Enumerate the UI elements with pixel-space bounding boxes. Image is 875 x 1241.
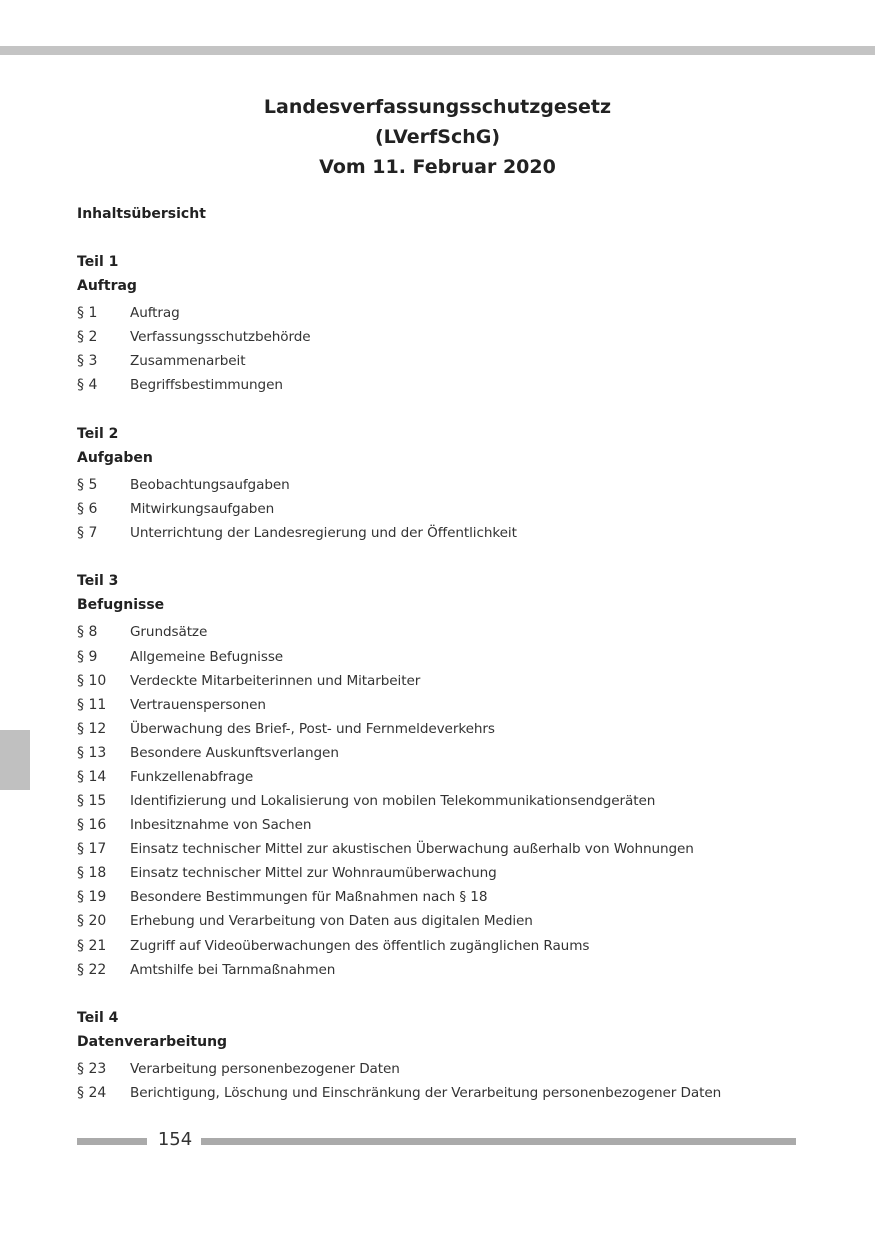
section-title: Verfassungsschutzbehörde	[130, 329, 311, 345]
toc-entry	[77, 936, 817, 956]
chapter-thumb-tab	[0, 730, 30, 790]
part-title: Auftrag	[77, 278, 137, 294]
toc-entry	[77, 1083, 817, 1103]
section-title: Vertrauenspersonen	[130, 697, 266, 713]
toc-entry	[77, 1059, 817, 1079]
section-number: § 10	[77, 673, 107, 689]
section-number: § 3	[77, 353, 98, 369]
section-title: Besondere Auskunftsverlangen	[130, 745, 339, 761]
toc-entry	[77, 863, 817, 883]
section-number: § 4	[77, 377, 98, 393]
section-title: Zusammenarbeit	[130, 353, 246, 369]
section-number: § 13	[77, 745, 107, 761]
section-title: Mitwirkungsaufgaben	[130, 501, 275, 517]
toc-entry	[77, 671, 817, 691]
section-title: Verarbeitung personenbezogener Daten	[130, 1061, 400, 1077]
section-title: Verdeckte Mitarbeiterinnen und Mitarbeiter	[130, 673, 421, 689]
page-number: 154	[157, 1129, 193, 1150]
section-title: Grundsätze	[130, 624, 208, 640]
section-title: Berichtigung, Löschung und Einschränkung der Verarbeitung personenbezogener Daten	[130, 1085, 722, 1101]
title-line-law-name: Landesverfassungsschutzgesetz	[263, 96, 612, 118]
toc-entry	[77, 887, 817, 907]
section-number: § 21	[77, 938, 107, 954]
section-number: § 12	[77, 721, 107, 737]
section-number: § 24	[77, 1085, 107, 1101]
section-title: Besondere Bestimmungen für Maßnahmen nach § 18	[130, 889, 488, 905]
toc-entry	[77, 499, 817, 519]
footer-rule-left	[77, 1138, 147, 1145]
section-number: § 20	[77, 913, 107, 929]
toc-entry	[77, 475, 817, 495]
section-number: § 18	[77, 865, 107, 881]
toc-entry	[77, 791, 817, 811]
toc-entry	[77, 767, 817, 787]
section-title: Auftrag	[130, 305, 180, 321]
section-number: § 16	[77, 817, 107, 833]
section-title: Einsatz technischer Mittel zur akustischen Überwachung außerhalb von Wohnungen	[130, 841, 694, 857]
part-number: Teil 2	[77, 426, 119, 442]
section-title: Einsatz technischer Mittel zur Wohnraumüberwachung	[130, 865, 497, 881]
section-number: § 22	[77, 962, 107, 978]
section-title: Erhebung und Verarbeitung von Daten aus digitalen Medien	[130, 913, 533, 929]
toc-entry	[77, 743, 817, 763]
section-number: § 2	[77, 329, 98, 345]
toc-entry	[77, 911, 817, 931]
title-line-date: Vom 11. Februar 2020	[319, 156, 556, 178]
toc-entry	[77, 719, 817, 739]
part-number: Teil 3	[77, 573, 119, 589]
toc-entry	[77, 375, 817, 395]
section-number: § 8	[77, 624, 98, 640]
section-title: Inbesitznahme von Sachen	[130, 817, 312, 833]
section-title: Überwachung des Brief-, Post- und Fernmeldeverkehrs	[130, 721, 495, 737]
section-number: § 7	[77, 525, 98, 541]
footer-rule-right	[201, 1138, 796, 1145]
title-line-abbreviation: (LVerfSchG)	[374, 126, 501, 148]
section-number: § 17	[77, 841, 107, 857]
toc-entry	[77, 839, 817, 859]
section-title: Begriffsbestimmungen	[130, 377, 283, 393]
section-number: § 15	[77, 793, 107, 809]
section-number: § 1	[77, 305, 98, 321]
part-number: Teil 1	[77, 254, 119, 270]
toc-entry	[77, 327, 817, 347]
section-number: § 23	[77, 1061, 107, 1077]
part-title: Aufgaben	[77, 450, 153, 466]
toc-heading: Inhaltsübersicht	[77, 206, 206, 222]
toc-entry	[77, 303, 817, 323]
toc-entry	[77, 351, 817, 371]
part-title: Befugnisse	[77, 597, 165, 613]
section-number: § 19	[77, 889, 107, 905]
section-title: Amtshilfe bei Tarnmaßnahmen	[130, 962, 336, 978]
toc-entry	[77, 523, 817, 543]
top-rule	[0, 46, 875, 55]
toc-entry	[77, 695, 817, 715]
part-title: Datenverarbeitung	[77, 1034, 228, 1050]
toc-entry	[77, 647, 817, 667]
section-number: § 6	[77, 501, 98, 517]
section-title: Funkzellenabfrage	[130, 769, 254, 785]
section-number: § 11	[77, 697, 107, 713]
section-number: § 5	[77, 477, 98, 493]
part-number: Teil 4	[77, 1010, 119, 1026]
toc-entry	[77, 622, 817, 642]
document-title	[0, 92, 875, 182]
section-number: § 9	[77, 649, 98, 665]
section-title: Beobachtungsaufgaben	[130, 477, 290, 493]
toc-entry	[77, 960, 817, 980]
section-number: § 14	[77, 769, 107, 785]
toc-entry	[77, 815, 817, 835]
section-title: Identifizierung und Lokalisierung von mobilen Telekommunikationsendgeräten	[130, 793, 656, 809]
section-title: Allgemeine Befugnisse	[130, 649, 284, 665]
section-title: Unterrichtung der Landesregierung und der Öffentlichkeit	[130, 525, 517, 541]
section-title: Zugriff auf Videoüberwachungen des öffentlich zugänglichen Raums	[130, 938, 590, 954]
